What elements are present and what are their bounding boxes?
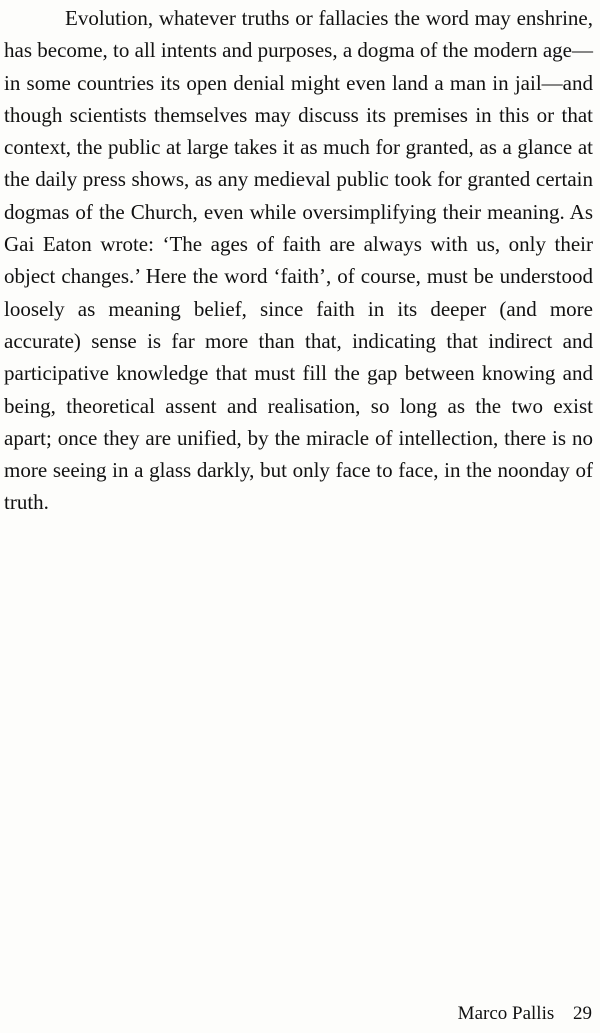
- body-paragraph: Evolution, whatever truths or fallacies the word may enshrine, has become, to all intents and purposes, a dogma of the modern age—in some countries its open denial might even land a man in jail—and though scientists themselves may discuss its premises in this or that context, the public at large takes it as much for granted, as a glance at the daily press shows, as any medieval public took for granted certain dogmas of the Church, even while oversimplifying their meaning. As Gai Eaton wrote: ‘The ages of faith are always with us, only their object changes.’ Here the word ‘faith’, of course, must be understood loosely as meaning belief, since faith in its deeper (and more accurate) sense is far more than that, indicating that indirect and participative knowledge that must fill the gap between knowing and being, theoretical assent and realisation, so long as the two exist apart; once they are unified, by the miracle of intellection, there is no more seeing in a glass darkly, but only face to face, in the noonday of truth.: [4, 6, 594, 515]
- running-footer-author: Marco Pallis: [457, 1003, 555, 1024]
- page-number: 29: [573, 1003, 592, 1024]
- page-footer: [458, 1003, 592, 1025]
